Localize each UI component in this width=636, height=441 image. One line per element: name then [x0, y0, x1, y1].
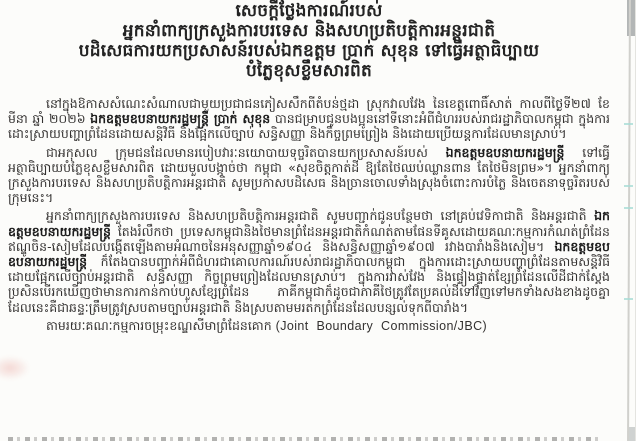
- scan-cyan-tick: [624, 123, 633, 125]
- deputy-pm-title-bold-2: ឯកឧត្តមឧបនាយករដ្ឋមន្ត្រី: [8, 208, 610, 239]
- deputy-pm-title-bold: ឯកឧត្តមឧបនាយករដ្ឋមន្ត្រី: [445, 144, 565, 160]
- paragraph-3: [8, 208, 610, 314]
- scan-cyan-tick: [624, 298, 633, 300]
- document-body: [8, 96, 610, 334]
- title-line-2: អ្នកនាំពាក្យក្រសួងការបរទេស និងសហប្រតិបត្តិការអន្តរជាតិ: [122, 21, 496, 41]
- paragraph-3-text: អ្នកនាំពាក្យក្រសួងការបរទេស និងសហប្រតិបត្តិការអន្តរជាតិ សូមបញ្ជាក់ជូនបន្ថែមថា នៅគ្រប់វេទិកាជាតិ និងអន្តរជាតិ: [46, 208, 595, 224]
- paragraph-2: [8, 145, 610, 206]
- paragraph-1-text-cont: បានជម្រាបជូនបងប្អូននៅទីនោះអំពីជំហររបស់រាជរដ្ឋាភិបាលកម្ពុជា ក្នុងការដោះស្រាយបញ្ហាព្រំដែនដោយសន្តិវិធី និងផ្អែកលើច្បាប់ សន្ធិសញ្ញា និងកិច្ចព្រមព្រៀង និងដោយប្រើយន្តការដែលមានស្រាប់។: [8, 111, 611, 142]
- title-line-4: បំភ្លៃខុសខ្លឹមសារពិត: [245, 61, 373, 81]
- paragraph-1-text: នៅក្នុងឱកាសសំណេះសំណាលជាមួយប្រជាជនភៀសសឹកពីតំបន់ថ្មដា ស្រុកវាលវែង នៃខេត្តពោធិ៍សាត់ កាលពីថ្ងៃទី២៧ ខែមីនា ឆ្នាំ ២០២៦: [8, 96, 610, 127]
- scan-cyan-tick: [624, 185, 633, 187]
- deputy-pm-name-bold: ឯកឧត្តមឧបនាយករដ្ឋមន្ត្រី ប្រាក់ សុខុន: [90, 111, 271, 127]
- paragraph-3-text-cont-2: ក៏តែងបានបញ្ជាក់អំពីជំហរជាគោលការណ៍របស់រាជរដ្ឋាភិបាលកម្ពុជា ក្នុងការដោះស្រាយបញ្ហាព្រំដែនតាមសន្តិវិធី ដោយផ្អែកលើច្បាប់អន្តរជាតិ សន្ធិសញ្ញា កិច្ចព្រមព្រៀងដែលមានស្រាប់។ ក្នុងការវាស់វែង និងផ្ទៀងផ្ទាត់ខ្សែព្រំដែនលើដីជាក់ស្តែង ប្រសិនបើរកឃើញថាមានការកាន់កាប់ហួសខ្សែព្រំដែន ភាគីកម្ពុជាក៏ដូចជាភាគីថៃត្រូវតែប្រគល់ដីទៅវិញទៅមកទាំងសងខាងដូចគ្នា ដែលនេះគឺជាឆន្ទៈត្រឹមត្រូវស្របតាមច្បាប់អន្តរជាតិ និងស្របតាមមរតកព្រំដែនដែលបន្សល់ទុកពីបារាំង។: [8, 254, 610, 315]
- title-line-1: សេចក្តីថ្លែងការណ៍របស់: [235, 1, 383, 21]
- paragraph-2-text-cont: ទៅធ្វើអត្ថាធិប្បាយបំភ្លៃខុសខ្លឹមសារពិត ដោយមួលបង្កាច់ថា កម្ពុជា «សុខចិត្តកាត់ដី ឱ្យតែថៃឈប់ឈ្លានពាន តែថៃមិនព្រម»។ អ្នកនាំពាក្យក្រសួងការបរទេស និងសហប្រតិបត្តិការអន្តរជាតិ សូមប្រកាសបដិសេធ និងច្រានចោលទាំងស្រុងចំពោះការបំភ្លៃ និងចេតនាទុច្ចរិតរបស់ក្រុមនេះ។: [8, 144, 610, 206]
- title-line-3: បដិសេធការយកប្រសាសន៍របស់ឯកឧត្តម ប្រាក់ សុខុន ទៅធ្វើអត្ថាធិប្បាយ: [78, 41, 540, 61]
- document-title: [8, 1, 610, 81]
- scan-cyan-tick: [624, 207, 633, 209]
- jbc-latin-label: (Joint Boundary Commission/JBC): [275, 318, 488, 333]
- paragraph-1: [8, 96, 610, 142]
- clipped-text-row: [8, 437, 602, 441]
- paragraph-4-text: តាមរយៈគណៈកម្មការចម្រុះខណ្ឌសីមាព្រំដែនគោក: [46, 317, 276, 333]
- paragraph-2-text: ជាអកុសល ក្រុមជនដែលមានរបៀបវារៈនយោបាយទុច្ចរិតបានយកប្រសាសន៍របស់: [46, 144, 446, 160]
- paragraph-4: [8, 318, 610, 334]
- scan-smudge-artifact: [0, 356, 30, 380]
- deputy-pm-title-bold-3: ឯកឧត្តមឧបឧបនាយករដ្ឋមន្ត្រី: [8, 238, 610, 270]
- paragraph-3-text-cont: តែងរំលឹកថា ប្រទេសកម្ពុជានិងថៃមានព្រំដែនអន្តរជាតិកំណត់តាមផែនទីគូសដោយគណៈកម្មការកំណត់ព្រំដែនឥណ្ឌូចិន-សៀមដែលបង្កើតឡើងតាមអំណាចនៃអនុសញ្ញាឆ្នាំ១៩០៤ និងសន្ធិសញ្ញាឆ្នាំ១៩០៧ រវាងបារាំងនិងសៀម។: [8, 223, 610, 254]
